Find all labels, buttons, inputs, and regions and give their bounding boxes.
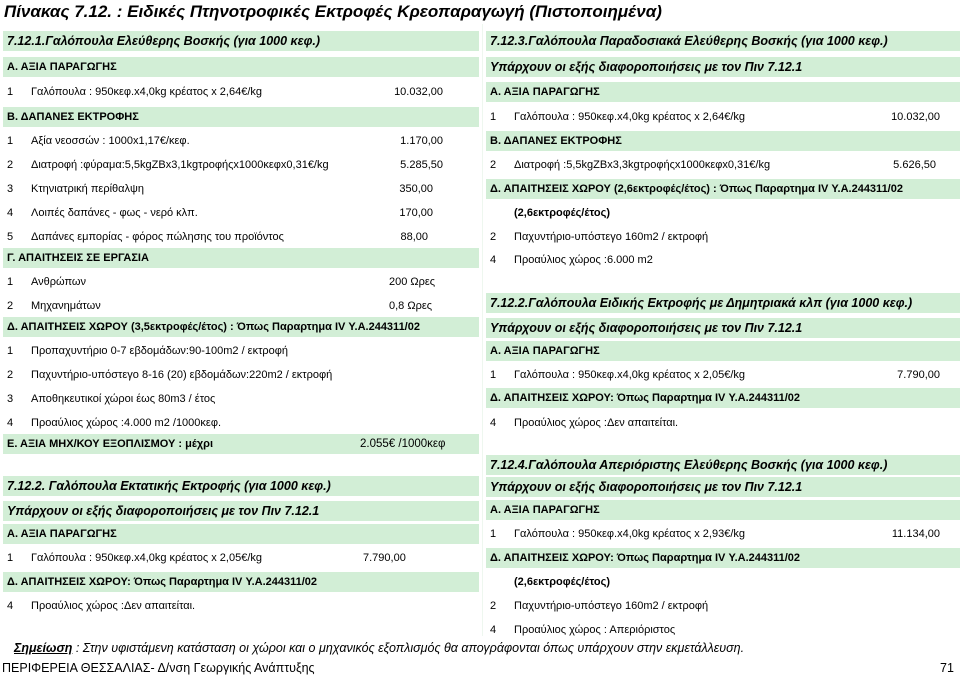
table-row: 1 Αξία νεοσσών : 1000x1,17€/κεφ. 1.170,00 (7, 135, 443, 147)
d-space-header: Δ. ΑΠΑΙΤΗΣΕΙΣ ΧΩΡΟΥ (3,5εκτροφές/έτος) : Όπως Παραρτημα IV Υ.Α.244311/02 (3, 317, 479, 337)
a-production-header: Α. ΑΞΙΑ ΠΑΡΑΓΩΓΗΣ (3, 57, 479, 77)
s4-a-production-header: Α. ΑΞΙΑ ΠΑΡΑΓΩΓΗΣ (486, 341, 960, 361)
table-row: 4 Προαύλιος χώρος :4.000 m2 /1000κεφ. (7, 417, 222, 429)
footnote-text: : Στην υφιστάμενη κατάσταση οι χώροι και ο μηχανικός εξοπλισμός θα απογράφονται όπως υπάρχουν στην εκμετάλλευση. (72, 641, 745, 655)
e-equipment-header: Ε. ΑΞΙΑ ΜΗΧ/ΚΟΥ ΕΞΟΠΛΙΣΜΟΥ : μέχρι 2.055€ /1000κεφ (3, 434, 479, 454)
table-row: 4 Προαύλιος χώρος : Απεριόριστος (490, 624, 676, 636)
table-row: 4 Προαύλιος χώρος :6.000 m2 (490, 254, 653, 266)
table-row: 4 Προαύλιος χώρος :Δεν απαιτείται. (7, 600, 196, 612)
table-row: 1 Γαλόπουλα : 950κεφ.x4,0kg κρέατος x 2,64€/kg 10.032,00 (7, 86, 443, 98)
s3-a-production-header: Α. ΑΞΙΑ ΠΑΡΑΓΩΓΗΣ (486, 82, 960, 102)
table-row: 1 Ανθρώπων 200 Ωρες (7, 276, 436, 288)
s3-b-costs-header: Β. ΔΑΠΑΝΕΣ ΕΚΤΡΟΦΗΣ (486, 131, 960, 151)
table-row: 4 Λοιπές δαπάνες - φως - νερό κλπ. 170,00 (7, 207, 433, 219)
page-footer: ΠΕΡΙΦΕΡΕΙΑ ΘΕΣΣΑΛΙΑΣ- Δ/νση Γεωργικής Ανάπτυξης (2, 661, 315, 675)
s3-d-note: (2,6εκτροφές/έτος) (514, 207, 611, 219)
table-row: 1 Γαλόπουλα : 950κεφ.x4,0kg κρέατος x 2,93€/kg 11.134,00 (490, 528, 940, 540)
s4-d-space-header: Δ. ΑΠΑΙΤΗΣΕΙΣ ΧΩΡΟΥ: Όπως Παραρτημα IV Υ.Α.244311/02 (486, 388, 960, 408)
c-labor-header: Γ. ΑΠΑΙΤΗΣΕΙΣ ΣΕ ΕΡΓΑΣΙΑ (3, 248, 479, 268)
table-row: 1 Γαλόπουλα : 950κεφ.x4,0kg κρέατος x 2,64€/kg 10.032,00 (490, 111, 940, 123)
footnote-label: Σημείωση (14, 641, 73, 655)
table-row: 2 Διατροφή :φύραμα:5,5kgZBx3,1kgτροφήςx1000κεφx0,31€/kg 5.285,50 (7, 159, 443, 171)
footnote (14, 641, 744, 655)
table-row: 5 Δαπάνες εμπορίας - φόρος πώλησης του προϊόντος 88,00 (7, 231, 428, 243)
table-row: 4 Προαύλιος χώρος :Δεν απαιτείται. (490, 417, 679, 429)
table-row: 2 Παχυντήριο-υπόστεγο 160m2 / εκτροφή (490, 231, 709, 243)
section-7-12-4-title: 7.12.4.Γαλόπουλα Απεριόριστης Ελεύθερης Βοσκής (για 1000 κεφ.) (486, 455, 960, 475)
b-costs-header: Β. ΔΑΠΑΝΕΣ ΕΚΤΡΟΦΗΣ (3, 107, 479, 127)
table-row: 3 Κτηνιατρική περίθαλψη 350,00 (7, 183, 433, 195)
table-row: 1 Γαλόπουλα : 950κεφ.x4,0kg κρέατος x 2,05€/kg 7.790,00 (490, 369, 940, 381)
section-7-12-2-title: 7.12.2. Γαλόπουλα Εκτατικής Εκτροφής (για 1000 κεφ.) (3, 476, 479, 496)
page-number: 71 (940, 661, 954, 675)
s5-a-production-header: Α. ΑΞΙΑ ΠΑΡΑΓΩΓΗΣ (486, 500, 960, 520)
s2-d-space-header: Δ. ΑΠΑΙΤΗΣΕΙΣ ΧΩΡΟΥ: Όπως Παραρτημα IV Υ.Α.244311/02 (3, 572, 479, 592)
table-row: 3 Αποθηκευτικοί χώροι έως 80m3 / έτος (7, 393, 216, 405)
section-7-12-2b-title: 7.12.2.Γαλόπουλα Ειδικής Εκτροφής με Δημητριακά κλπ (για 1000 κεφ.) (486, 293, 960, 313)
table-row: 2 Μηχανημάτων 0,8 Ωρες (7, 300, 433, 312)
section-7-12-1-title: 7.12.1.Γαλόπουλα Ελεύθερης Βοσκής (για 1000 κεφ.) (3, 31, 479, 51)
section-7-12-4-subtitle: Υπάρχουν οι εξής διαφοροποιήσεις με τον Πιν 7.12.1 (486, 477, 960, 497)
s5-d-note: (2,6εκτροφές/έτος) (514, 576, 611, 588)
section-7-12-2-subtitle: Υπάρχουν οι εξής διαφοροποιήσεις με τον Πιν 7.12.1 (3, 501, 479, 521)
section-7-12-3-title: 7.12.3.Γαλόπουλα Παραδοσιακά Ελεύθερης Βοσκής (για 1000 κεφ.) (486, 31, 960, 51)
table-row: 1 Προπαχυντήριο 0-7 εβδομάδων:90-100m2 / εκτροφή (7, 345, 289, 357)
s3-d-space-header: Δ. ΑΠΑΙΤΗΣΕΙΣ ΧΩΡΟΥ (2,6εκτροφές/έτος) : Όπως Παραρτημα IV Υ.Α.244311/02 (486, 179, 960, 199)
table-row: 2 Παχυντήριο-υπόστεγο 160m2 / εκτροφή (490, 600, 709, 612)
s5-d-space-header: Δ. ΑΠΑΙΤΗΣΕΙΣ ΧΩΡΟΥ: Όπως Παραρτημα IV Υ.Α.244311/02 (486, 548, 960, 568)
table-row: 1 Γαλόπουλα : 950κεφ.x4,0kg κρέατος x 2,05€/kg 7.790,00 (7, 552, 406, 564)
page-title: Πίνακας 7.12. : Ειδικές Πτηνοτροφικές Εκτροφές Κρεοπαραγωγή (Πιστοποιημένα) (4, 2, 662, 21)
table-row: 2 Διατροφή :5,5kgZBx3,3kgτροφήςx1000κεφx0,31€/kg 5.626,50 (490, 159, 936, 171)
column-divider (482, 24, 483, 636)
section-7-12-2b-subtitle: Υπάρχουν οι εξής διαφοροποιήσεις με τον Πιν 7.12.1 (486, 318, 960, 338)
section-7-12-3-subtitle: Υπάρχουν οι εξής διαφοροποιήσεις με τον Πιν 7.12.1 (486, 57, 960, 77)
s2-a-production-header: Α. ΑΞΙΑ ΠΑΡΑΓΩΓΗΣ (3, 524, 479, 544)
table-row: 2 Παχυντήριο-υπόστεγο 8-16 (20) εβδομάδων:220m2 / εκτροφή (7, 369, 333, 381)
